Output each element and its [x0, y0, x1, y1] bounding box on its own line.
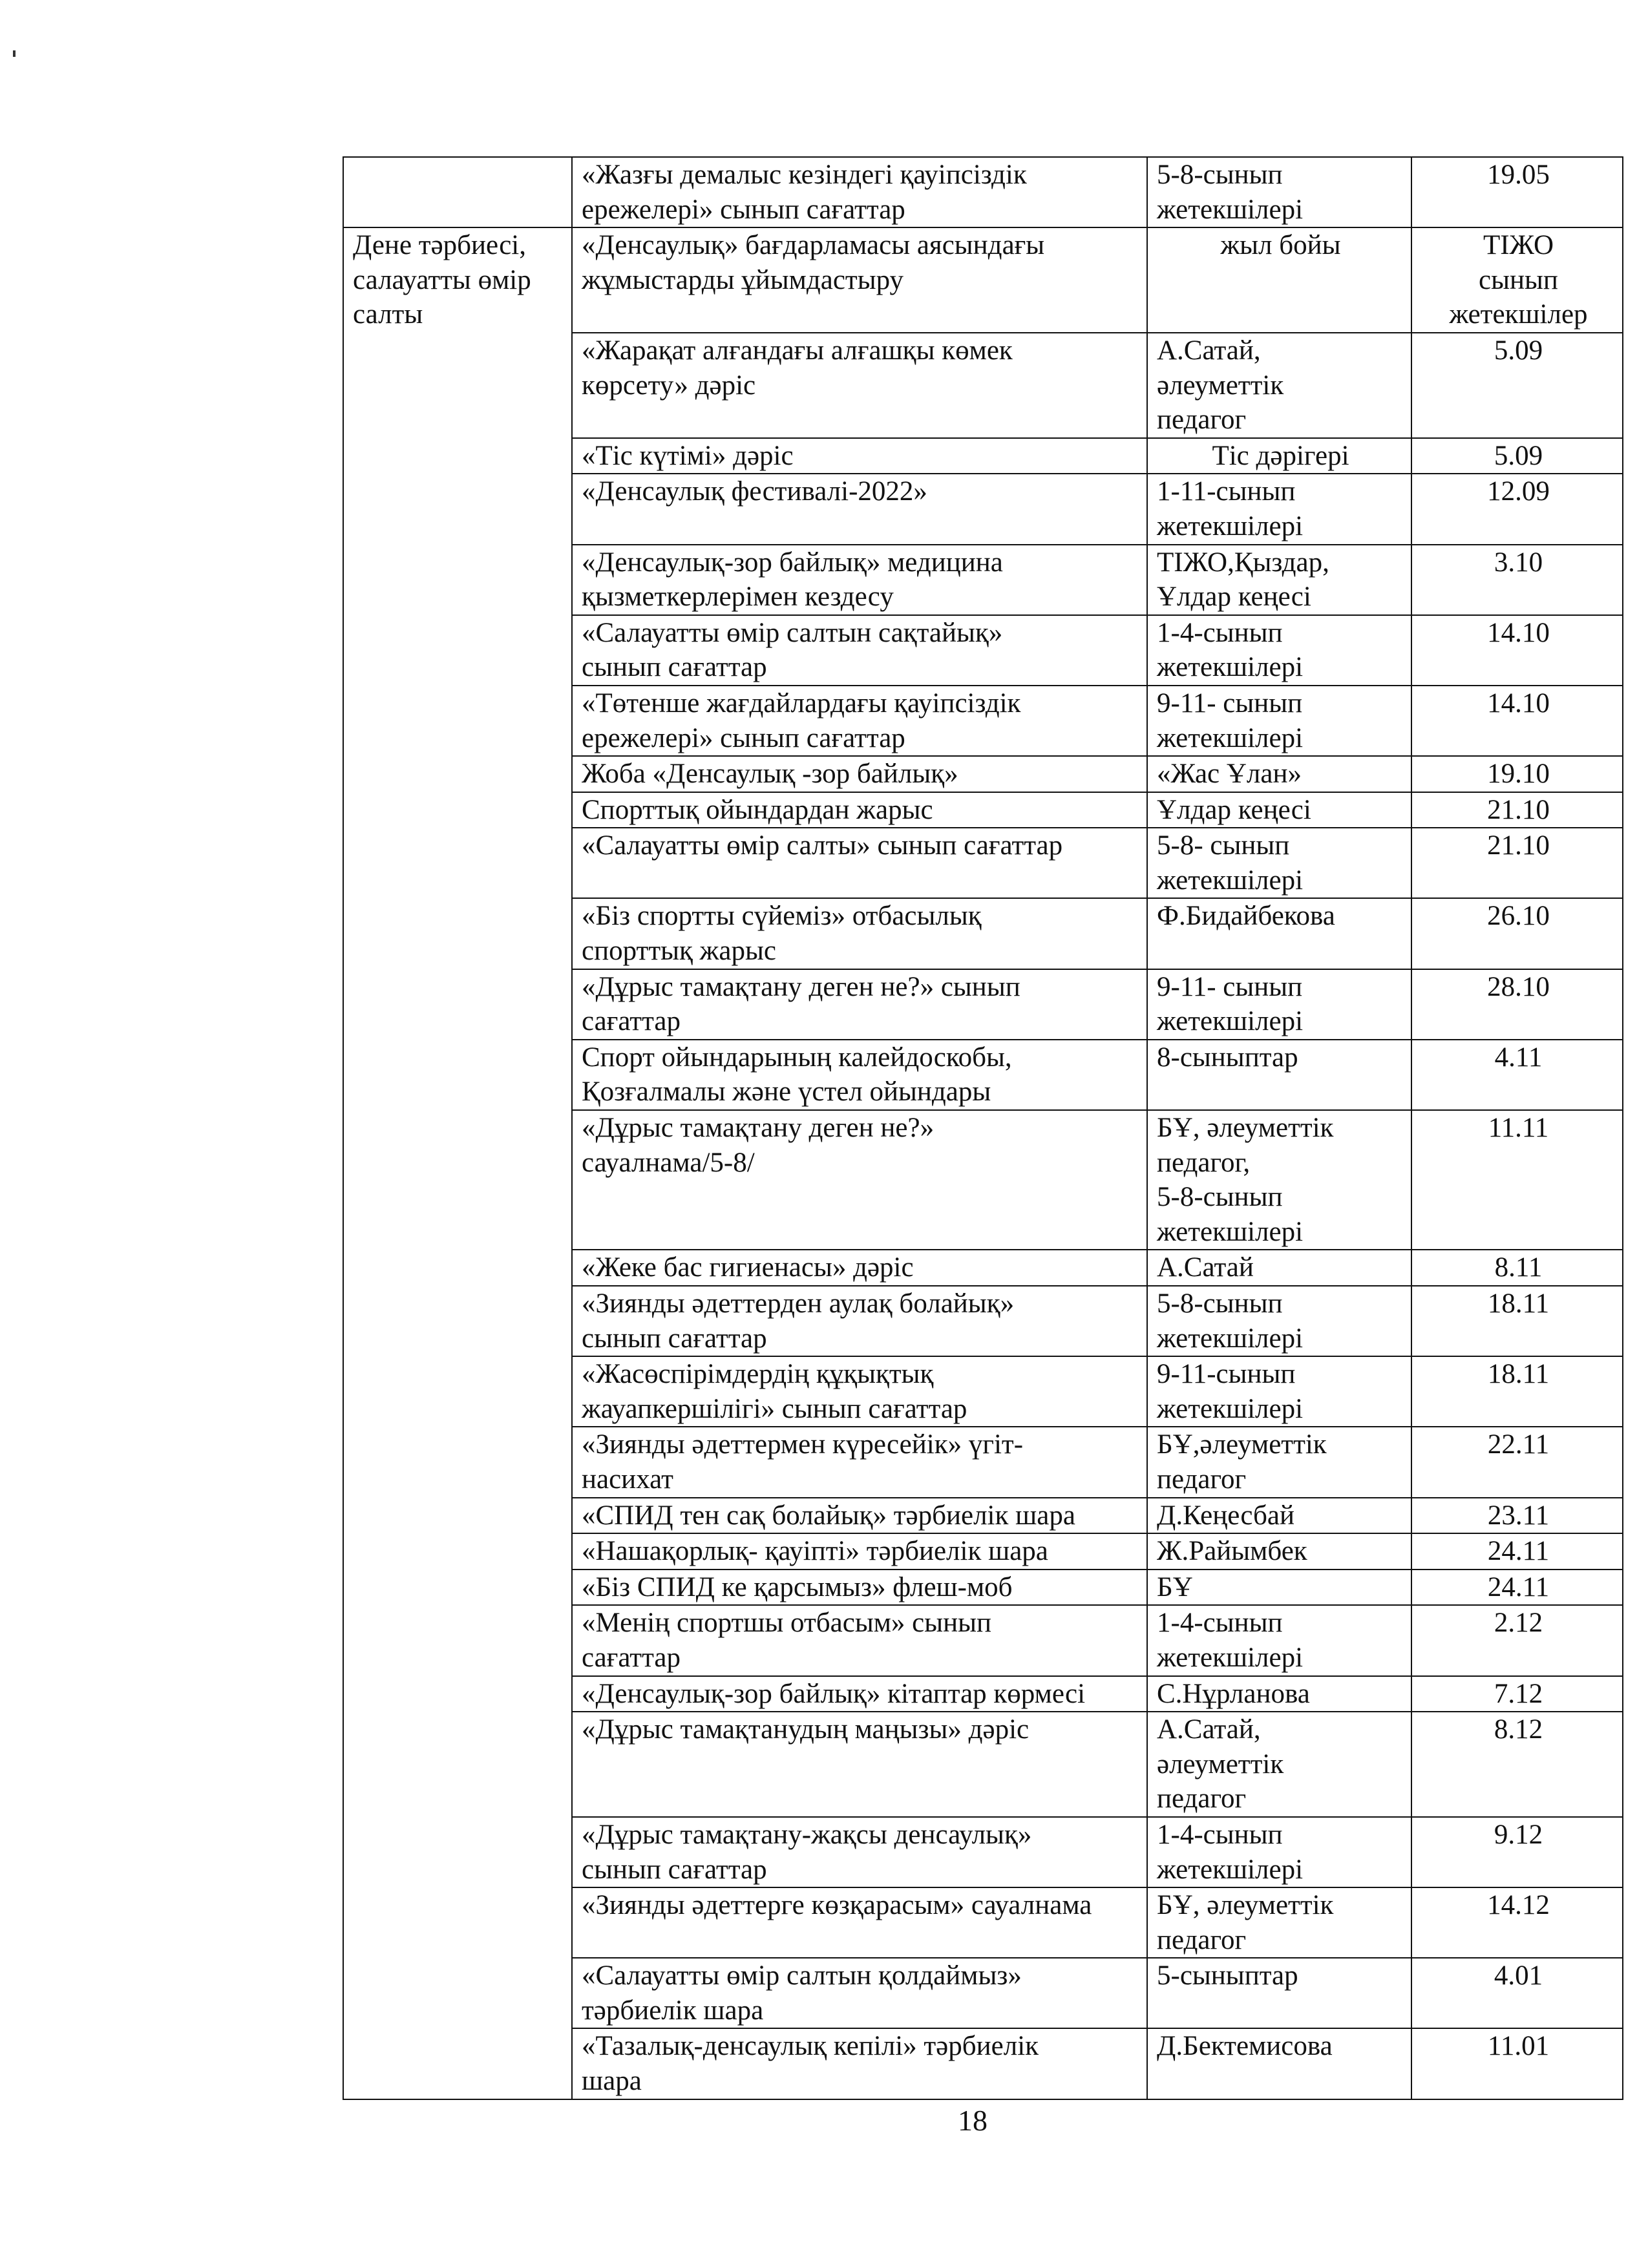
- responsible-cell: БҰ, әлеуметтік педагог, 5-8-сынып жетекшілері: [1147, 1110, 1411, 1250]
- responsible-cell: 9-11-сынып жетекшілері: [1147, 1356, 1411, 1427]
- event-cell: «Салауатты өмір салтын қолдаймыз» тәрбиелік шара: [572, 1958, 1147, 2028]
- responsible-cell: 1-4-сынып жетекшілері: [1147, 615, 1411, 686]
- date-cell: 24.11: [1411, 1533, 1623, 1570]
- date-cell: 14.12: [1411, 1887, 1623, 1958]
- date-cell: 5.09: [1411, 333, 1623, 438]
- event-cell: «Дұрыс тамақтанудың маңызы» дәріс: [572, 1712, 1147, 1817]
- responsible-cell: ТІЖО,Қыздар, Ұлдар кеңесі: [1147, 545, 1411, 615]
- responsible-cell: Д.Кеңесбай: [1147, 1498, 1411, 1534]
- plan-table: [343, 156, 1623, 2100]
- event-cell: Жоба «Денсаулық -зор байлық»: [572, 756, 1147, 792]
- event-cell: «Зиянды әдеттермен күресейік» үгіт- насихат: [572, 1427, 1147, 1497]
- responsible-cell: Ұлдар кеңесі: [1147, 792, 1411, 828]
- date-cell: 14.10: [1411, 686, 1623, 756]
- date-cell: 12.09: [1411, 474, 1623, 544]
- date-cell: 21.10: [1411, 792, 1623, 828]
- responsible-cell: 5-8-сынып жетекшілері: [1147, 157, 1411, 227]
- date-cell: 21.10: [1411, 828, 1623, 898]
- responsible-cell: 5-8- сынып жетекшілері: [1147, 828, 1411, 898]
- responsible-cell: 5-8-сынып жетекшілері: [1147, 1286, 1411, 1356]
- date-cell: 5.09: [1411, 438, 1623, 474]
- event-cell: «Салауатты өмір салтын сақтайық» сынып сағаттар: [572, 615, 1147, 686]
- date-cell: 22.11: [1411, 1427, 1623, 1497]
- section-cell-empty: [343, 157, 572, 227]
- event-cell: «Денсаулық фестивалі-2022»: [572, 474, 1147, 544]
- responsible-cell: А.Сатай, әлеуметтік педагог: [1147, 333, 1411, 438]
- event-cell: «Дұрыс тамақтану деген не?» сынып сағаттар: [572, 969, 1147, 1040]
- event-cell: «Денсаулық» бағдарламасы аясындағы жұмыстарды ұйымдастыру: [572, 227, 1147, 333]
- page-number: 18: [958, 2104, 988, 2137]
- date-cell: ТІЖО сынып жетекшілер: [1411, 227, 1623, 333]
- event-cell: «Жарақат алғандағы алғашқы көмек көрсету» дәріс: [572, 333, 1147, 438]
- responsible-cell: Ф.Бидайбекова: [1147, 898, 1411, 969]
- event-cell: «Менің спортшы отбасым» сынып сағаттар: [572, 1605, 1147, 1675]
- event-cell: «СПИД тен сақ болайық» тәрбиелік шара: [572, 1498, 1147, 1534]
- event-cell: «Жасөспірімдердің құқықтық жауапкершілігі» сынып сағаттар: [572, 1356, 1147, 1427]
- date-cell: 28.10: [1411, 969, 1623, 1040]
- date-cell: 24.11: [1411, 1570, 1623, 1606]
- responsible-cell: БҰ: [1147, 1570, 1411, 1606]
- responsible-cell: 1-4-сынып жетекшілері: [1147, 1817, 1411, 1887]
- date-cell: 18.11: [1411, 1286, 1623, 1356]
- responsible-cell: 1-4-сынып жетекшілері: [1147, 1605, 1411, 1675]
- responsible-cell: жыл бойы: [1147, 227, 1411, 333]
- scan-mark: [13, 50, 16, 57]
- date-cell: 11.01: [1411, 2028, 1623, 2099]
- date-cell: 8.12: [1411, 1712, 1623, 1817]
- date-cell: 4.11: [1411, 1040, 1623, 1110]
- date-cell: 11.11: [1411, 1110, 1623, 1250]
- date-cell: 8.11: [1411, 1250, 1623, 1286]
- event-cell: «Нашақорлық- қауіпті» тәрбиелік шара: [572, 1533, 1147, 1570]
- responsible-cell: 9-11- сынып жетекшілері: [1147, 969, 1411, 1040]
- date-cell: 23.11: [1411, 1498, 1623, 1534]
- date-cell: 9.12: [1411, 1817, 1623, 1887]
- section-title: Дене тәрбиесі, салауатты өмір салты: [343, 227, 572, 2099]
- event-cell: «Жазғы демалыс кезіндегі қауіпсіздік ережелері» сынып сағаттар: [572, 157, 1147, 227]
- event-cell: «Зиянды әдеттерден аулақ болайық» сынып сағаттар: [572, 1286, 1147, 1356]
- date-cell: 26.10: [1411, 898, 1623, 969]
- responsible-cell: Тіс дәрігері: [1147, 438, 1411, 474]
- event-cell: «Тазалық-денсаулық кепілі» тәрбиелік шара: [572, 2028, 1147, 2099]
- event-cell: Спорт ойындарының калейдоскобы, Қозғалмалы және үстел ойындары: [572, 1040, 1147, 1110]
- date-cell: 19.05: [1411, 157, 1623, 227]
- event-cell: «Денсаулық-зор байлық» медицина қызметкерлерімен кездесу: [572, 545, 1147, 615]
- date-cell: 2.12: [1411, 1605, 1623, 1675]
- event-cell: «Зиянды әдеттерге көзқарасым» сауалнама: [572, 1887, 1147, 1958]
- event-cell: «Салауатты өмір салты» сынып сағаттар: [572, 828, 1147, 898]
- responsible-cell: А.Сатай: [1147, 1250, 1411, 1286]
- responsible-cell: 5-сыныптар: [1147, 1958, 1411, 2028]
- event-cell: «Біз СПИД ке қарсымыз» флеш-моб: [572, 1570, 1147, 1606]
- event-cell: «Төтенше жағдайлардағы қауіпсіздік ережелері» сынып сағаттар: [572, 686, 1147, 756]
- date-cell: 4.01: [1411, 1958, 1623, 2028]
- date-cell: 18.11: [1411, 1356, 1623, 1427]
- responsible-cell: Д.Бектемисова: [1147, 2028, 1411, 2099]
- date-cell: 14.10: [1411, 615, 1623, 686]
- event-cell: «Тіс күтімі» дәріс: [572, 438, 1147, 474]
- responsible-cell: А.Сатай, әлеуметтік педагог: [1147, 1712, 1411, 1817]
- table-row: [343, 227, 1623, 333]
- responsible-cell: Ж.Райымбек: [1147, 1533, 1411, 1570]
- responsible-cell: 9-11- сынып жетекшілері: [1147, 686, 1411, 756]
- table-row: [343, 157, 1623, 227]
- event-cell: «Біз спортты сүйеміз» отбасылық спорттық жарыс: [572, 898, 1147, 969]
- responsible-cell: БҰ,әлеуметтік педагог: [1147, 1427, 1411, 1497]
- date-cell: 19.10: [1411, 756, 1623, 792]
- responsible-cell: С.Нұрланова: [1147, 1676, 1411, 1712]
- date-cell: 3.10: [1411, 545, 1623, 615]
- event-cell: «Дұрыс тамақтану-жақсы денсаулық» сынып сағаттар: [572, 1817, 1147, 1887]
- responsible-cell: БҰ, әлеуметтік педагог: [1147, 1887, 1411, 1958]
- responsible-cell: 8-сыныптар: [1147, 1040, 1411, 1110]
- responsible-cell: 1-11-сынып жетекшілері: [1147, 474, 1411, 544]
- event-cell: «Жеке бас гигиенасы» дәріс: [572, 1250, 1147, 1286]
- event-cell: «Дұрыс тамақтану деген не?» сауалнама/5-8/: [572, 1110, 1147, 1250]
- event-cell: «Денсаулық-зор байлық» кітаптар көрмесі: [572, 1676, 1147, 1712]
- responsible-cell: «Жас Ұлан»: [1147, 756, 1411, 792]
- event-cell: Спорттық ойындардан жарыс: [572, 792, 1147, 828]
- date-cell: 7.12: [1411, 1676, 1623, 1712]
